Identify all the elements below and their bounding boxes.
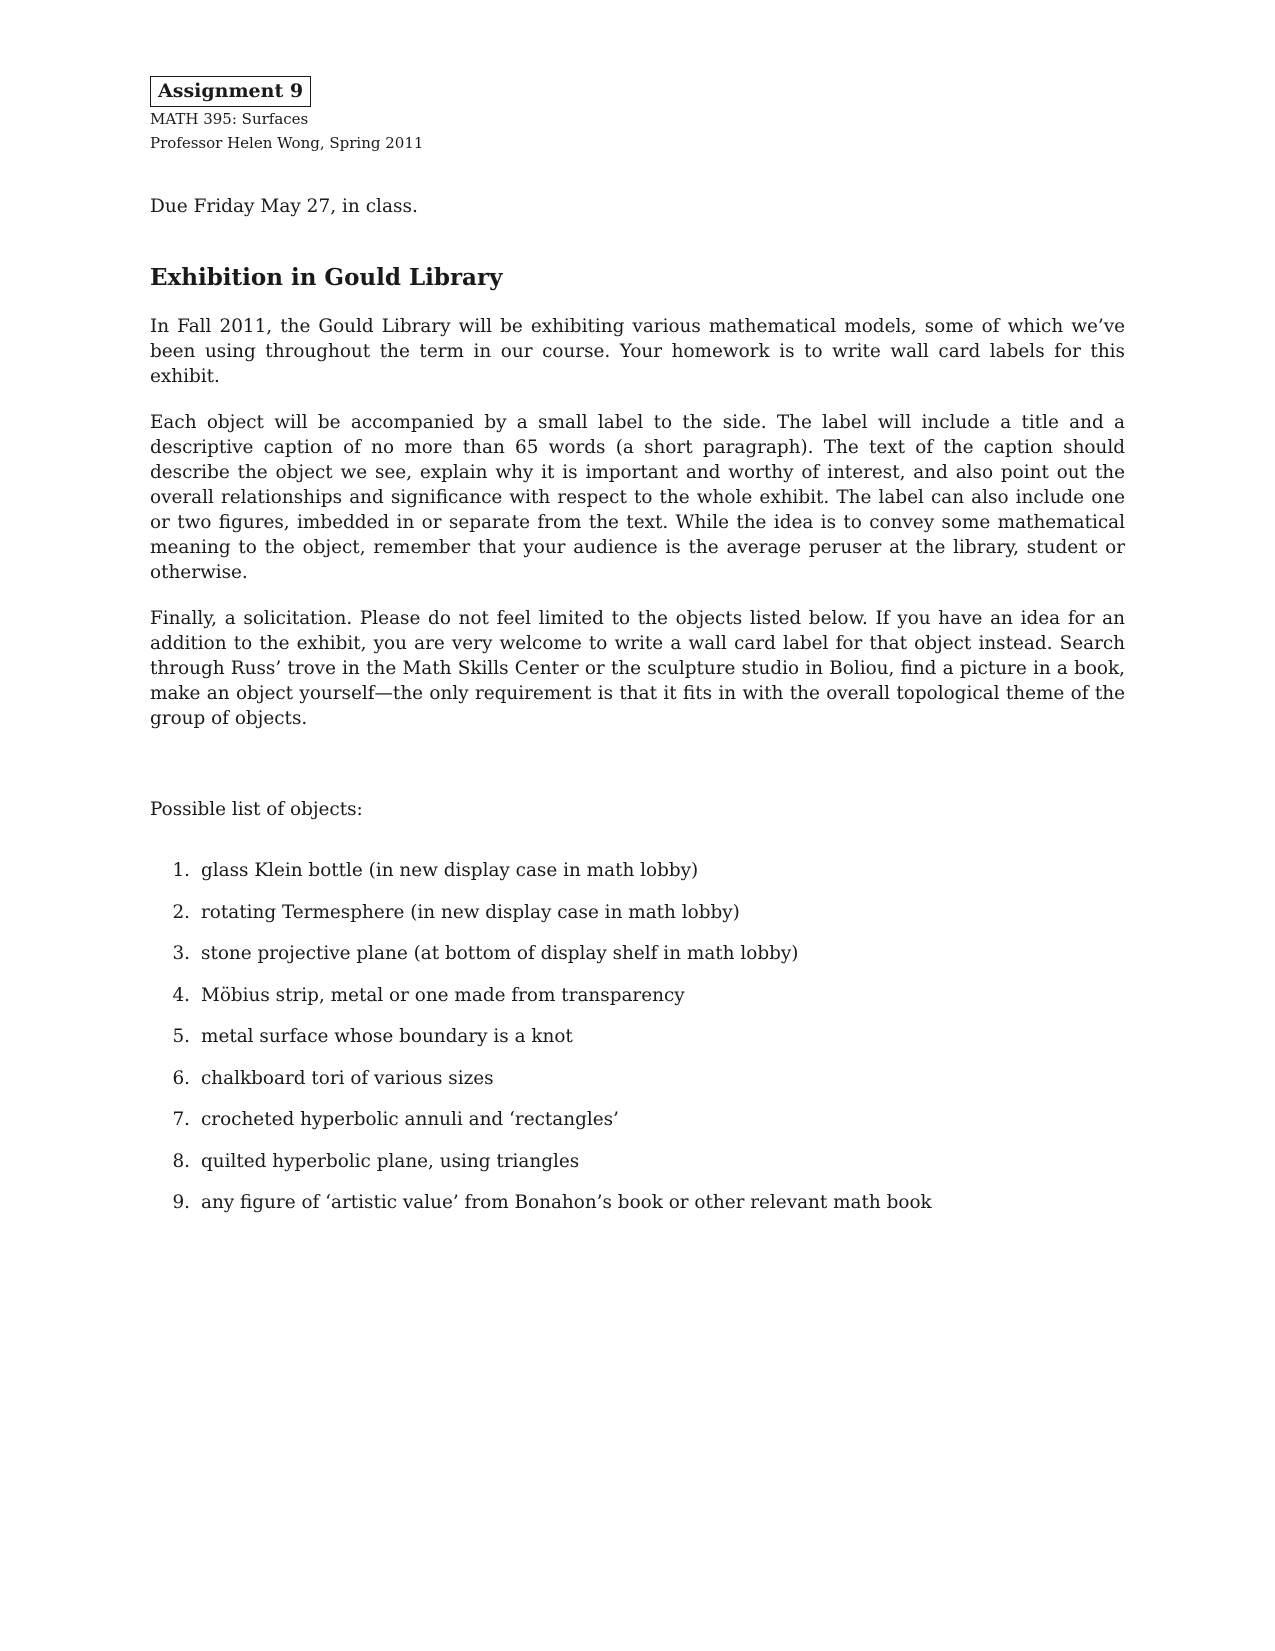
section-title: Exhibition in Gould Library xyxy=(150,264,503,291)
due-date: Due Friday May 27, in class. xyxy=(150,196,418,217)
list-item-text: rotating Termesphere (in new display case in math lobby) xyxy=(201,901,740,923)
list-item-text: stone projective plane (at bottom of display shelf in math lobby) xyxy=(201,943,799,964)
list-item-number: 4. xyxy=(172,984,190,1006)
list-item-number: 1. xyxy=(172,860,190,881)
list-item-number: 9. xyxy=(172,1192,190,1213)
list-item-text: any figure of ‘artistic value’ from Bonahon’s book or other relevant math book xyxy=(201,1192,932,1213)
list-item-number: 2. xyxy=(172,901,190,923)
list-item-number: 8. xyxy=(172,1150,190,1172)
paragraph-intro: In Fall 2011, the Gould Library will be exhibiting various mathematical models, some of which we’ve been using throughout the term in our course. Your homework is to write wall card labels for this exhibit. xyxy=(150,316,1125,387)
course-name: MATH 395: Surfaces xyxy=(150,110,309,128)
list-item-number: 5. xyxy=(172,1026,190,1047)
assignment-title-box: Assignment 9 xyxy=(150,76,311,107)
list-item-text: quilted hyperbolic plane, using triangles xyxy=(201,1150,580,1172)
professor-line: Professor Helen Wong, Spring 2011 xyxy=(150,134,424,152)
list-item xyxy=(150,1066,1125,1091)
list-item-text: metal surface whose boundary is a knot xyxy=(201,1026,573,1047)
list-item xyxy=(150,1190,1125,1215)
list-item-number: 3. xyxy=(172,943,190,964)
list-item xyxy=(150,1024,1125,1049)
list-item-text: glass Klein bottle (in new display case in math lobby) xyxy=(201,860,699,881)
list-item xyxy=(150,941,1125,966)
list-item-text: Möbius strip, metal or one made from transparency xyxy=(201,984,685,1006)
list-item xyxy=(150,858,1125,883)
paragraph-solicitation: Finally, a solicitation. Please do not feel limited to the objects listed below. If you have an idea for an addition to the exhibit, you are very welcome to write a wall card label for that object instead. Search through Russ’ trove in the Math Skills Center or the sculpture studio in Boliou, find a picture in a book, make an object yourself—the only requirement is that it fits in with the overall topological theme of the group of objects. xyxy=(150,608,1125,729)
document-page xyxy=(150,76,1125,1232)
list-item xyxy=(150,1107,1125,1132)
paragraph-label-description: Each object will be accompanied by a small label to the side. The label will include a title and a descriptive caption of no more than 65 words (a short paragraph). The text of the caption should describe the object we see, explain why it is important and worthy of interest, and also point out the overall relationships and significance with respect to the whole exhibit. The label can also include one or two figures, imbedded in or separate from the text. While the idea is to convey some mathematical meaning to the object, remember that your audience is the average peruser at the library, student or otherwise. xyxy=(150,412,1125,583)
objects-list xyxy=(150,858,1125,1215)
list-item-number: 7. xyxy=(172,1109,190,1130)
list-item-text: crocheted hyperbolic annuli and ‘rectangles’ xyxy=(201,1109,619,1130)
list-item xyxy=(150,1149,1125,1174)
list-item-text: chalkboard tori of various sizes xyxy=(201,1067,494,1089)
list-item xyxy=(150,900,1125,925)
list-intro: Possible list of objects: xyxy=(150,799,363,820)
list-item xyxy=(150,983,1125,1008)
list-item-number: 6. xyxy=(172,1067,190,1089)
